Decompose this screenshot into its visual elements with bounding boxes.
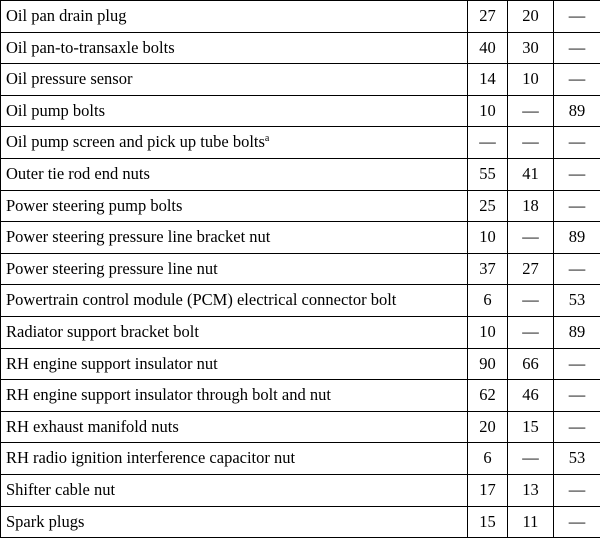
torque-lb-in-value: 89 [554,222,600,254]
torque-lb-ft-value: — [508,222,554,254]
torque-nm-value: 25 [468,190,508,222]
component-description-text: Powertrain control module (PCM) electrical connector bolt [6,290,397,310]
table-row [1,95,600,127]
table-row [1,253,600,285]
torque-nm-value: 15 [468,506,508,538]
torque-nm-value: 55 [468,158,508,190]
component-description [1,32,468,64]
torque-lb-in-value: 89 [554,316,600,348]
torque-lb-in-value: — [554,411,600,443]
component-description [1,316,468,348]
component-description-text: Outer tie rod end nuts [6,164,150,184]
torque-nm-value: 6 [468,443,508,475]
torque-lb-ft-value: — [508,127,554,159]
component-description [1,64,468,96]
torque-lb-in-value: — [554,190,600,222]
table-row [1,316,600,348]
component-description [1,474,468,506]
torque-lb-in-value: — [554,158,600,190]
torque-lb-ft-value: 13 [508,474,554,506]
component-description [1,380,468,412]
torque-lb-ft-value: 30 [508,32,554,64]
torque-lb-ft-value: — [508,285,554,317]
component-description-text: Oil pan drain plug [6,6,127,26]
component-description-text: Power steering pump bolts [6,195,183,215]
table-row [1,348,600,380]
component-description-text: RH radio ignition interference capacitor nut [6,448,296,468]
torque-lb-in-value: — [554,348,600,380]
component-description [1,443,468,475]
torque-lb-in-value: — [554,474,600,506]
table-row [1,443,600,475]
component-description [1,411,468,443]
torque-lb-ft-value: 20 [508,1,554,33]
component-description-text: Radiator support bracket bolt [6,321,199,341]
torque-lb-in-value: 53 [554,443,600,475]
torque-lb-ft-value: 10 [508,64,554,96]
component-description [1,95,468,127]
torque-lb-ft-value: 41 [508,158,554,190]
table-row [1,64,600,96]
torque-nm-value: 27 [468,1,508,33]
table-row [1,190,600,222]
component-description-text: Oil pressure sensor [6,69,133,89]
component-description [1,1,468,33]
footnote-marker: a [264,133,270,145]
component-description [1,190,468,222]
torque-spec-body [1,1,600,538]
torque-lb-in-value: — [554,506,600,538]
torque-lb-ft-value: 27 [508,253,554,285]
table-row [1,158,600,190]
torque-lb-in-value: 53 [554,285,600,317]
torque-lb-in-value: — [554,1,600,33]
torque-nm-value: 10 [468,222,508,254]
torque-nm-value: 40 [468,32,508,64]
table-row [1,1,600,33]
torque-lb-ft-value: 18 [508,190,554,222]
component-description [1,285,468,317]
torque-lb-in-value: — [554,253,600,285]
torque-lb-ft-value: 66 [508,348,554,380]
torque-nm-value: 6 [468,285,508,317]
component-description [1,506,468,538]
table-row [1,127,600,159]
component-description-text: Power steering pressure line nut [6,258,218,278]
torque-nm-value: 17 [468,474,508,506]
component-description-text: RH engine support insulator nut [6,353,218,373]
torque-nm-value: 20 [468,411,508,443]
torque-lb-in-value: 89 [554,95,600,127]
component-description [1,222,468,254]
torque-nm-value: 10 [468,95,508,127]
torque-lb-ft-value: 11 [508,506,554,538]
torque-lb-in-value: — [554,32,600,64]
component-description [1,253,468,285]
torque-lb-in-value: — [554,127,600,159]
table-row [1,222,600,254]
torque-lb-ft-value: — [508,443,554,475]
component-description-text: Power steering pressure line bracket nut [6,227,271,247]
torque-nm-value: 14 [468,64,508,96]
torque-lb-ft-value: — [508,316,554,348]
component-description-text: Shifter cable nut [6,479,116,499]
torque-lb-in-value: — [554,380,600,412]
torque-nm-value: 62 [468,380,508,412]
table-row [1,32,600,64]
component-description-text: Oil pan-to-transaxle bolts [6,37,175,57]
torque-nm-value: 10 [468,316,508,348]
component-description-text: Spark plugs [6,511,85,531]
torque-nm-value: 37 [468,253,508,285]
torque-lb-ft-value: — [508,95,554,127]
component-description [1,127,468,159]
component-description-text: Oil pump screen and pick up tube bolts [6,132,265,152]
table-row [1,506,600,538]
torque-lb-ft-value: 15 [508,411,554,443]
torque-lb-ft-value: 46 [508,380,554,412]
torque-nm-value: — [468,127,508,159]
table-row [1,380,600,412]
component-description [1,158,468,190]
table-row [1,474,600,506]
torque-nm-value: 90 [468,348,508,380]
table-row [1,411,600,443]
component-description [1,348,468,380]
torque-lb-in-value: — [554,64,600,96]
component-description-text: RH engine support insulator through bolt and nut [6,385,331,405]
table-row [1,285,600,317]
component-description-text: Oil pump bolts [6,100,106,120]
component-description-text: RH exhaust manifold nuts [6,416,179,436]
